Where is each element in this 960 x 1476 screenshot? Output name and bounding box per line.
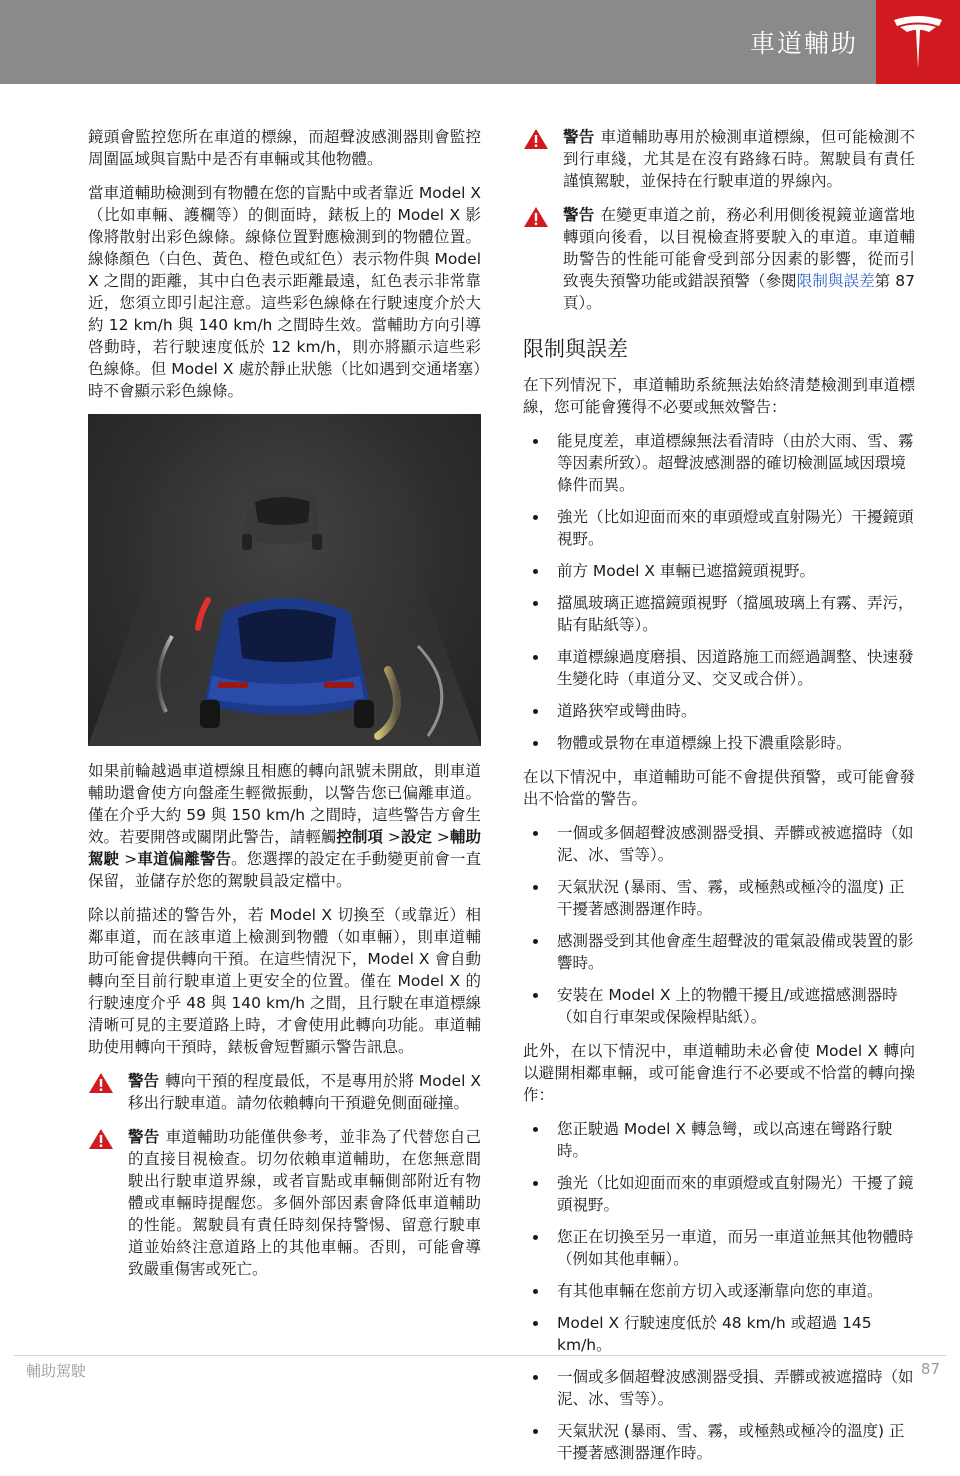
list-item: 道路狹窄或彎曲時。 bbox=[523, 700, 915, 722]
footer-section: 輔助駕駛 bbox=[26, 1362, 87, 1380]
list-item: 一個或多個超聲波感測器受損、弄髒或被遮擋時（如泥、冰、雪等）。 bbox=[523, 822, 915, 866]
warning-block bbox=[88, 1070, 481, 1114]
warning-block bbox=[88, 1126, 481, 1280]
warning-text: 第 87 頁）。 bbox=[563, 272, 915, 312]
warning-label: 警告 bbox=[128, 1072, 160, 1090]
left-column bbox=[88, 126, 481, 1292]
warning-text: 轉向干預的程度最低，不是專用於將 Model X 移出行駛車道。請勿依賴轉向干預避免側面碰撞。 bbox=[128, 1072, 481, 1112]
warning-text: 車道輔助功能僅供參考，並非為了代替您自己的直接目視檢查。切勿依賴車道輔助，在您無意間駛出行駛車道界線，或者盲點或車輛側部附近有物體或車輛時提醒您。多個外部因素會降低車道輔助的性能。駕駛員有責任時刻保持警惕、留意行駛車道並始終注意道路上的其他車輛。否則，可能會導致嚴重傷害或死亡。 bbox=[128, 1128, 481, 1278]
lane-assist-figure bbox=[88, 414, 481, 746]
lane-assist-illustration bbox=[88, 414, 481, 746]
warning-block bbox=[523, 126, 915, 192]
paragraph: 除以前描述的警告外，若 Model X 切換至（或靠近）相鄰車道，而在該車道上檢測到物體（如車輛），則車道輔助可能會提供轉向干預。在這些情況下，Model X 會自動轉向至目前行駛車道上更安全的位置。僅在 Model X 的行駛速度介乎 48 與 140 km/h 之間，且行駛在車道標線清晰可見的主要道路上時，才會使用此轉向功能。車道輔助使用轉向干預時，錶板會短暫顯示警告訊息。 bbox=[88, 906, 481, 1056]
warning-triangle-icon bbox=[523, 128, 549, 150]
warning-conditions-list bbox=[523, 822, 915, 1028]
paragraph: 在下列情況下，車道輔助系統無法始終清楚檢測到車道標線，您可能會獲得不必要或無效警告： bbox=[523, 376, 915, 416]
warning-text: 車道輔助專用於檢測車道標線，但可能檢測不到行車綫，尤其是在沒有路緣石時。駕駛員有責任謹慎駕駛，並保持在行駛車道的界線內。 bbox=[563, 128, 915, 190]
list-item: 安裝在 Model X 上的物體干擾且/或遮擋感測器時（如自行車架或保險桿貼紙）。 bbox=[523, 984, 915, 1028]
list-item: 天氣狀況 (暴雨、雪、霧，或極熱或極冷的溫度) 正干擾著感測器運作時。 bbox=[523, 1420, 915, 1464]
paragraph: 此外，在以下情況中，車道輔助未必會使 Model X 轉向以避開相鄰車輛，或可能會進行不必要或不恰當的轉向操作： bbox=[523, 1042, 915, 1104]
menu-controls: 控制項 bbox=[336, 828, 383, 846]
far-car bbox=[242, 487, 322, 550]
warning-triangle-icon bbox=[88, 1128, 114, 1150]
warning-label: 警告 bbox=[128, 1128, 160, 1146]
warning-triangle-icon bbox=[523, 206, 549, 228]
tesla-logo-icon bbox=[892, 14, 944, 70]
list-item: 強光（比如迎面而來的車頭燈或直射陽光）干擾了鏡頭視野。 bbox=[523, 1172, 915, 1216]
warning-text: 在變更車道之前，務必利用側後視鏡並適當地轉頭向後看，以目視檢查將要駛入的車道。車道輔助警告的性能可能會受到部分因素的影響，從而引致喪失預警功能或錯誤預警（參閱 bbox=[563, 206, 915, 290]
list-item: 天氣狀況 (暴雨、雪、霧，或極熱或極冷的溫度) 正干擾著感測器運作時。 bbox=[523, 876, 915, 920]
warning-label: 警告 bbox=[563, 128, 595, 146]
list-item: 車道標線過度磨損、因道路施工而經過調整、快速發生變化時（車道分叉、交叉或合併）。 bbox=[523, 646, 915, 690]
list-item: 物體或景物在車道標線上投下濃重陰影時。 bbox=[523, 732, 915, 754]
footer-divider bbox=[14, 1355, 946, 1356]
section-title: 限制與誤差 bbox=[523, 337, 628, 361]
paragraph: 當車道輔助檢測到有物體在您的盲點中或者靠近 Model X（比如車輛、護欄等）的側面時，錶板上的 Model X 影像將散射出彩色線條。線條位置對應檢測到的物體位置。線條顏色（白色、黃色、橙色或紅色）表示物件與 Model X 之間的距離，其中白色表示距離最遠，紅色表示非常靠近，您須立即引起注意。這些彩色線條在行駛速度介於大約 12 km/h 與 140 km/h 之間時生效。當輔助方向引導啓動時，若行駛速度低於 12 km/h，則亦將顯示這些彩色線條。但 Model X 處於靜止狀態（比如遇到交通堵塞）時不會顯示彩色線條。 bbox=[88, 184, 481, 400]
menu-lane-departure: 車道偏離警告 bbox=[137, 850, 232, 868]
model-x-car bbox=[200, 598, 374, 728]
paragraph: 在以下情況中，車道輔助可能不會提供預警，或可能會發出不恰當的警告。 bbox=[523, 768, 915, 808]
list-item: 有其他車輛在您前方切入或逐漸靠向您的車道。 bbox=[523, 1280, 915, 1302]
steering-conditions-list bbox=[523, 1118, 915, 1464]
warning-block bbox=[523, 204, 915, 314]
warning-label: 警告 bbox=[563, 206, 595, 224]
menu-settings: 設定 bbox=[400, 828, 432, 846]
limitations-list bbox=[523, 430, 915, 754]
logo-box bbox=[876, 0, 960, 84]
list-item: 您正在切換至另一車道，而另一車道並無其他物體時（例如其他車輛）。 bbox=[523, 1226, 915, 1270]
list-item: 一個或多個超聲波感測器受損、弄髒或被遮擋時（如泥、冰、雪等）。 bbox=[523, 1366, 915, 1410]
paragraph-lane-departure: 如果前輪越過車道標線且相應的轉向訊號未開啟，則車道輔助還會使方向盤產生輕微振動，以警告您已偏離車道。僅在介乎大約 59 與 150 km/h 之間時，這些警告方會生效。若要開啓或關閉此警告，請輕觸控制項 >設定 >輔助駕駛 >車道偏離警告。您選擇的設定在手動變更前會一直保留，並儲存於您的駕駛員設定檔中。 bbox=[88, 762, 481, 890]
warning-triangle-icon bbox=[88, 1072, 114, 1094]
header-title: 車道輔助 bbox=[749, 29, 858, 58]
list-item: Model X 行駛速度低於 48 km/h 或超過 145 km/h。 bbox=[523, 1312, 915, 1356]
list-item: 強光（比如迎面而來的車頭燈或直射陽光）干擾鏡頭視野。 bbox=[523, 506, 915, 550]
page-header bbox=[0, 0, 960, 84]
menu-autopilot: 輔助駕駛 bbox=[88, 828, 481, 868]
list-item: 能見度差，車道標線無法看清時（由於大雨、雪、霧等因素所致）。超聲波感測器的確切檢測區域因環境條件而異。 bbox=[523, 430, 915, 496]
list-item: 您正駛過 Model X 轉急彎，或以高速在彎路行駛時。 bbox=[523, 1118, 915, 1162]
footer-page-number: 87 bbox=[920, 1360, 940, 1378]
list-item: 前方 Model X 車輛已遮擋鏡頭視野。 bbox=[523, 560, 915, 582]
paragraph: 鏡頭會監控您所在車道的標線，而超聲波感測器則會監控周圍區域與盲點中是否有車輛或其他物體。 bbox=[88, 128, 481, 168]
right-column bbox=[523, 126, 915, 1476]
list-item: 擋風玻璃正遮擋鏡頭視野（擋風玻璃上有霧、弄污，貼有貼紙等）。 bbox=[523, 592, 915, 636]
limitations-link[interactable]: 限制與誤差 bbox=[796, 272, 875, 290]
list-item: 感測器受到其他會產生超聲波的電氣設備或裝置的影響時。 bbox=[523, 930, 915, 974]
